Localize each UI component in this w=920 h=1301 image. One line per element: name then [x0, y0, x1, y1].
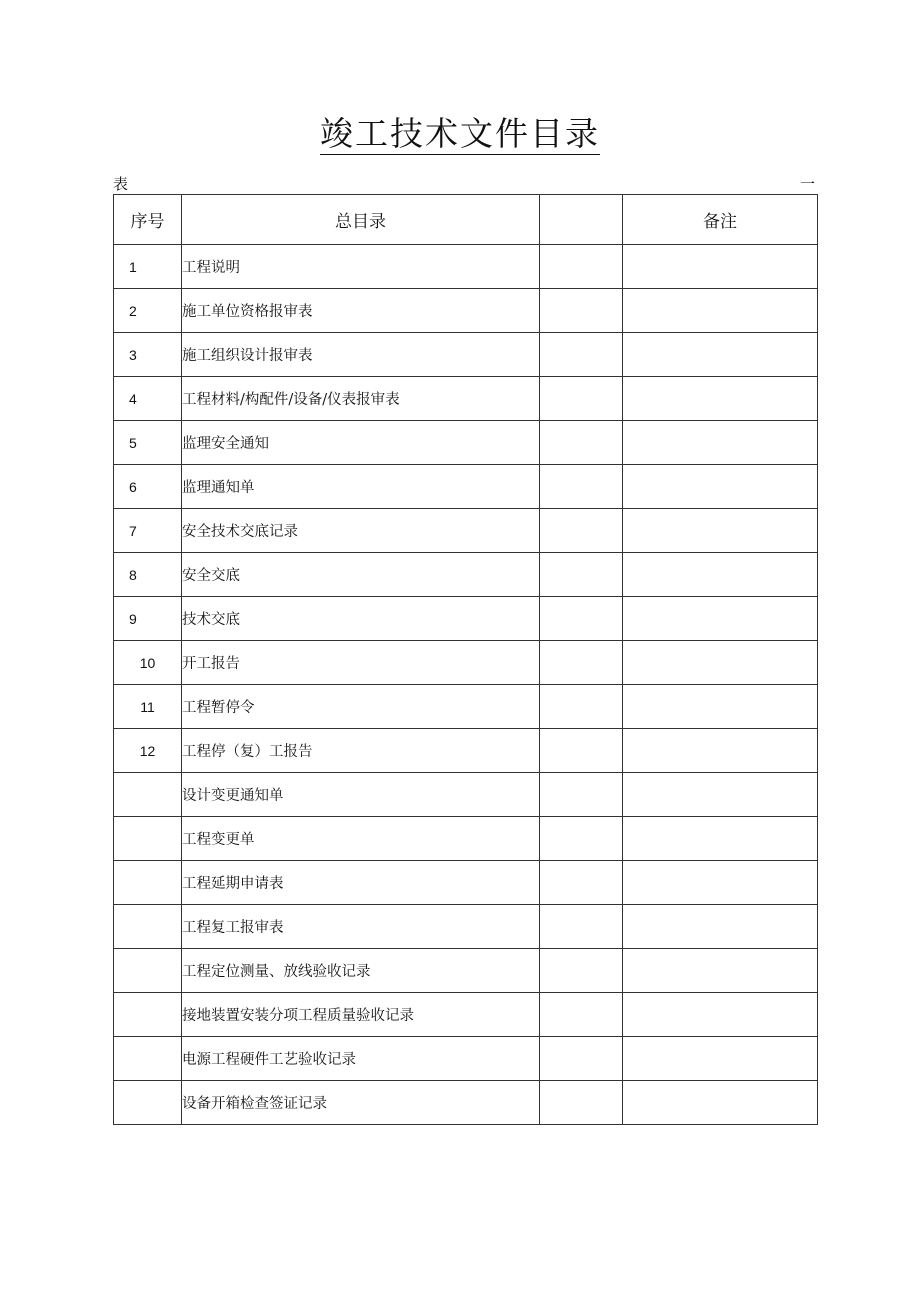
- table-row: [114, 553, 818, 597]
- row-blank-cell: [540, 993, 623, 1037]
- row-note-cell: [623, 553, 818, 597]
- table-row: [114, 597, 818, 641]
- row-number: 3: [114, 333, 182, 377]
- row-number: [114, 817, 182, 861]
- row-title: 工程延期申请表: [182, 861, 540, 905]
- row-number: 10: [114, 641, 182, 685]
- table-row: [114, 949, 818, 993]
- row-note-cell: [623, 993, 818, 1037]
- row-note-cell: [623, 1081, 818, 1125]
- table-header-row: [114, 195, 818, 245]
- row-blank-cell: [540, 641, 623, 685]
- table-row: [114, 773, 818, 817]
- page-title-text: 竣工技术文件目录: [320, 114, 600, 153]
- row-blank-cell: [540, 377, 623, 421]
- row-title: 工程复工报审表: [182, 905, 540, 949]
- row-title: 技术交底: [182, 597, 540, 641]
- table-row: [114, 993, 818, 1037]
- row-blank-cell: [540, 949, 623, 993]
- row-blank-cell: [540, 333, 623, 377]
- row-number: 4: [114, 377, 182, 421]
- row-number: 7: [114, 509, 182, 553]
- row-title: 施工单位资格报审表: [182, 289, 540, 333]
- table-row: [114, 377, 818, 421]
- table-row: [114, 1037, 818, 1081]
- row-note-cell: [623, 377, 818, 421]
- page-title: [0, 110, 920, 158]
- row-title: 工程暂停令: [182, 685, 540, 729]
- row-number: 11: [114, 685, 182, 729]
- row-note-cell: [623, 421, 818, 465]
- row-title: 施工组织设计报审表: [182, 333, 540, 377]
- row-blank-cell: [540, 685, 623, 729]
- row-note-cell: [623, 949, 818, 993]
- row-title: 设计变更通知单: [182, 773, 540, 817]
- row-note-cell: [623, 465, 818, 509]
- row-title: 开工报告: [182, 641, 540, 685]
- table-row: [114, 465, 818, 509]
- row-blank-cell: [540, 553, 623, 597]
- row-number: [114, 773, 182, 817]
- row-blank-cell: [540, 905, 623, 949]
- row-title: 工程材料/构配件/设备/仪表报审表: [182, 377, 540, 421]
- row-note-cell: [623, 289, 818, 333]
- row-title: 工程定位测量、放线验收记录: [182, 949, 540, 993]
- table-row: [114, 905, 818, 949]
- table-row: [114, 641, 818, 685]
- row-note-cell: [623, 509, 818, 553]
- table-row: [114, 509, 818, 553]
- row-number: 2: [114, 289, 182, 333]
- row-blank-cell: [540, 509, 623, 553]
- row-number: 12: [114, 729, 182, 773]
- header-no: 序号: [114, 195, 182, 245]
- row-blank-cell: [540, 773, 623, 817]
- row-blank-cell: [540, 245, 623, 289]
- row-blank-cell: [540, 729, 623, 773]
- row-blank-cell: [540, 289, 623, 333]
- row-note-cell: [623, 905, 818, 949]
- table-row: [114, 289, 818, 333]
- table-row: [114, 685, 818, 729]
- row-title: 设备开箱检查签证记录: [182, 1081, 540, 1125]
- row-title: 监理安全通知: [182, 421, 540, 465]
- header-title: 总目录: [182, 195, 540, 245]
- row-title: 工程说明: [182, 245, 540, 289]
- row-note-cell: [623, 1037, 818, 1081]
- row-note-cell: [623, 641, 818, 685]
- row-title: 安全技术交底记录: [182, 509, 540, 553]
- row-blank-cell: [540, 465, 623, 509]
- table-label-left: 表: [113, 175, 129, 193]
- row-title: 安全交底: [182, 553, 540, 597]
- row-blank-cell: [540, 861, 623, 905]
- row-blank-cell: [540, 597, 623, 641]
- header-blank: [540, 195, 623, 245]
- row-title: 接地装置安装分项工程质量验收记录: [182, 993, 540, 1037]
- table-row: [114, 729, 818, 773]
- row-note-cell: [623, 861, 818, 905]
- row-number: [114, 1037, 182, 1081]
- row-number: [114, 1081, 182, 1125]
- row-number: 6: [114, 465, 182, 509]
- table-row: [114, 245, 818, 289]
- row-note-cell: [623, 773, 818, 817]
- catalog-table: [113, 194, 818, 1125]
- row-number: [114, 905, 182, 949]
- row-note-cell: [623, 729, 818, 773]
- table-row: [114, 861, 818, 905]
- row-note-cell: [623, 685, 818, 729]
- table-body: [114, 245, 818, 1125]
- row-number: 8: [114, 553, 182, 597]
- row-number: 1: [114, 245, 182, 289]
- table-label-right: 一: [800, 175, 816, 193]
- row-number: [114, 993, 182, 1037]
- row-note-cell: [623, 597, 818, 641]
- row-note-cell: [623, 245, 818, 289]
- table-row: [114, 1081, 818, 1125]
- row-title: 工程变更单: [182, 817, 540, 861]
- row-number: 9: [114, 597, 182, 641]
- row-number: 5: [114, 421, 182, 465]
- row-note-cell: [623, 817, 818, 861]
- row-number: [114, 861, 182, 905]
- header-note: 备注: [623, 195, 818, 245]
- row-number: [114, 949, 182, 993]
- row-title: 电源工程硬件工艺验收记录: [182, 1037, 540, 1081]
- row-blank-cell: [540, 817, 623, 861]
- row-title: 工程停（复）工报告: [182, 729, 540, 773]
- row-blank-cell: [540, 421, 623, 465]
- table-row: [114, 333, 818, 377]
- row-blank-cell: [540, 1037, 623, 1081]
- row-title: 监理通知单: [182, 465, 540, 509]
- row-note-cell: [623, 333, 818, 377]
- table-row: [114, 817, 818, 861]
- row-blank-cell: [540, 1081, 623, 1125]
- table-row: [114, 421, 818, 465]
